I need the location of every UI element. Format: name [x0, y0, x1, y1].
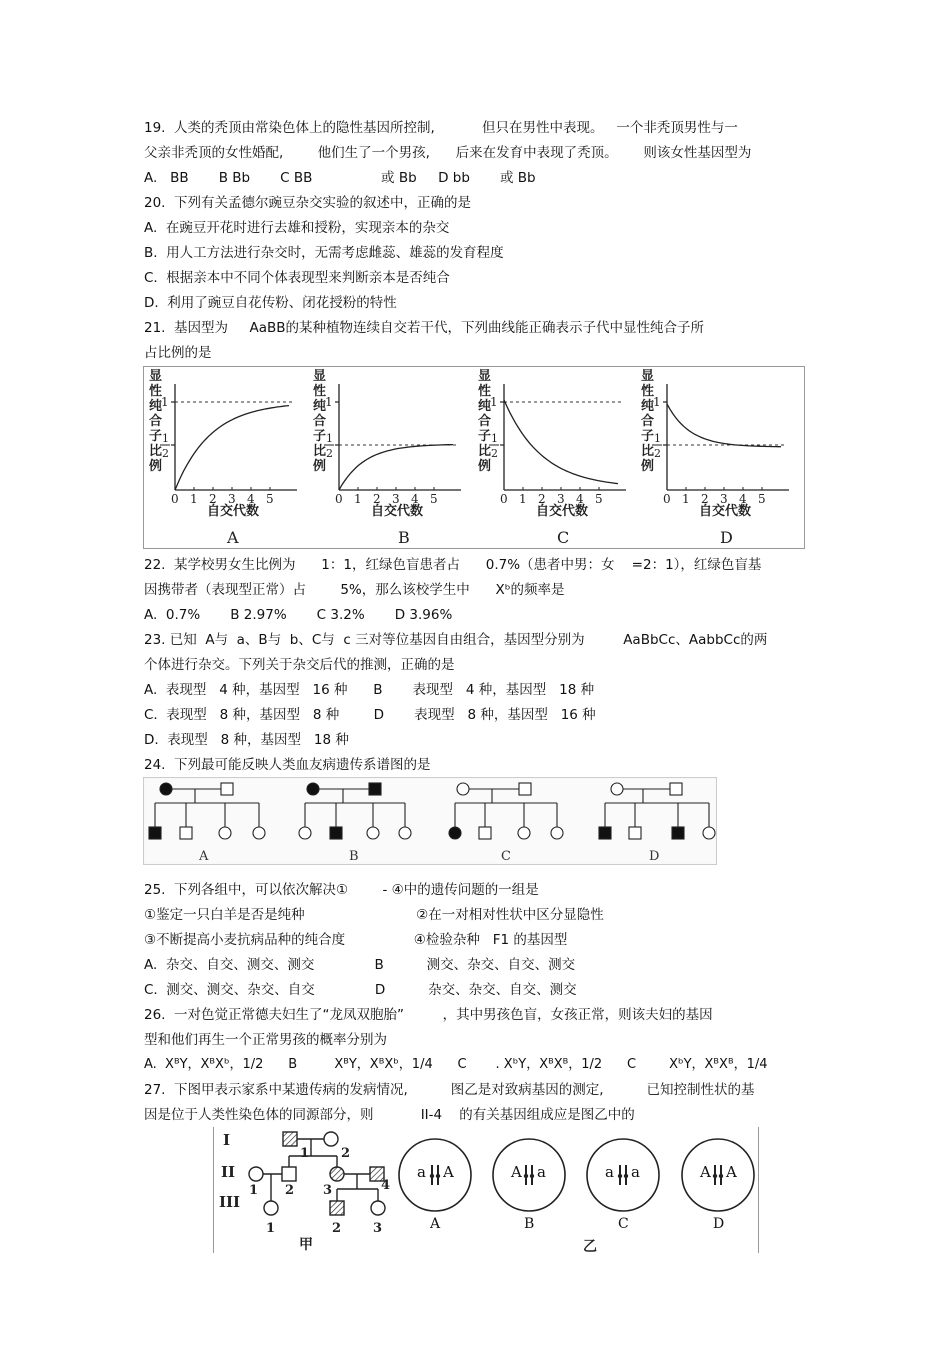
x-tick-label: 4: [247, 492, 255, 506]
affected-male: [149, 827, 161, 839]
normal-male: [670, 783, 682, 795]
y-label-char: 性: [641, 384, 655, 399]
q27-stem-line1: 27. 下图甲表示家系中某遗传病的发病情况, 图乙是对致病基因的测定, 已知控制性状的基: [144, 1082, 755, 1098]
ii-2-normal-male: [282, 1167, 296, 1181]
gen-label-i: I: [223, 1131, 231, 1149]
ii-3-affected-female: [330, 1167, 344, 1181]
y-label-char: 子: [313, 429, 327, 444]
y-label-char: 例: [641, 459, 655, 474]
normal-male: [629, 827, 641, 839]
y-label-char: 性: [478, 384, 492, 399]
x-axis-label: 自交代数: [371, 504, 424, 519]
q22-stem-line1: 22. 某学校男女生比例为 1：1，红绿色盲患者占 0.7%（患者中男：女 =2：1），红绿色盲基: [144, 557, 762, 573]
yi-label: 乙: [583, 1239, 597, 1253]
y-label-char: 纯: [313, 399, 327, 414]
y-tick-half-num: 1: [326, 432, 333, 445]
allele-right: a: [537, 1163, 546, 1181]
y-label-char: 比: [641, 444, 655, 459]
y-label-char: 纯: [478, 399, 492, 414]
y-label-char: 比: [313, 444, 327, 459]
cell-c: [587, 1139, 659, 1232]
i-2-normal-female: [324, 1132, 338, 1146]
iii-2-affected-male: [330, 1201, 344, 1215]
x-tick-label: 1: [190, 492, 198, 506]
y-tick-half-num: 1: [162, 432, 169, 445]
y-tick-half-den: 2: [326, 447, 333, 460]
y-label-char: 例: [313, 459, 327, 474]
allele-right: a: [631, 1163, 640, 1181]
option-letter: C: [557, 528, 570, 547]
q19-stem-line1: 19. 人类的秃顶由常染色体上的隐性基因所控制, 但只在男性中表现。 一个非秃顶男性与一: [144, 120, 738, 136]
pedigree-b-label: B: [349, 849, 359, 864]
affected-female: [449, 827, 461, 839]
y-label-char: 合: [149, 414, 163, 429]
pedigree-a-label: A: [199, 849, 209, 864]
normal-female: [703, 827, 715, 839]
q20-option-c: C. 根据亲本中不同个体表现型来判断亲本是否纯合: [144, 270, 450, 286]
y-label-char: 合: [641, 414, 655, 429]
iii-2-num: 2: [332, 1221, 342, 1236]
x-tick-label: 0: [171, 492, 179, 506]
q25-stem: 25. 下列各组中，可以依次解决① - ④中的遗传问题的一组是: [144, 882, 539, 898]
ii-2-num: 2: [285, 1183, 295, 1198]
allele-left: a: [605, 1163, 614, 1181]
q26-stem-line2: 型和他们再生一个正常男孩的概率分别为: [144, 1032, 387, 1048]
cell-a: [399, 1139, 471, 1232]
x-tick-label: 5: [758, 492, 766, 506]
q23-option-d2: D. 表现型 8 种，基因型 18 种: [144, 732, 349, 748]
q23-stem-line1: 23. 已知 A与 a、B与 b、C与 c 三对等位基因自由组合，基因型分别为 AaBbCc、AabbCc的两: [144, 632, 768, 648]
y-label-char: 纯: [641, 399, 655, 414]
q25-options-ab: A. 杂交、自交、测交、测交 B 测交、杂交、自交、测交: [144, 957, 576, 973]
x-tick-label: 3: [557, 492, 565, 506]
y-label-char: 显: [478, 369, 492, 384]
y-label-char: 比: [478, 444, 492, 459]
q22-options: A. 0.7% B 2.97% C 3.2% D 3.96%: [144, 607, 453, 623]
q27-figure: [213, 1127, 759, 1253]
q24-stem: 24. 下列最可能反映人类血友病遗传系谱图的是: [144, 757, 431, 773]
x-tick-label: 2: [373, 492, 381, 506]
x-axis-label: 自交代数: [536, 504, 589, 519]
allele-right: A: [726, 1163, 737, 1181]
q20-option-b: B. 用人工方法进行杂交时，无需考虑雌蕊、雄蕊的发育程度: [144, 245, 504, 261]
x-tick-label: 1: [682, 492, 690, 506]
q20-option-a: A. 在豌豆开花时进行去雄和授粉，实现亲本的杂交: [144, 220, 450, 236]
q21-figure: [143, 366, 805, 549]
q26-options: A. XᴮY，XᴮXᵇ，1/2 B XᴮY，XᴮXᵇ，1/4 C . XᵇY，XᴮXᴮ，1/2 C XᵇY，XᴮXᴮ，1/4: [144, 1057, 768, 1072]
affected-male: [672, 827, 684, 839]
allele-left: a: [417, 1163, 426, 1181]
y-tick-one: 1: [490, 395, 498, 409]
q20-option-d: D. 利用了豌豆自花传粉、闭花授粉的特性: [144, 295, 397, 311]
x-tick-label: 2: [701, 492, 709, 506]
ii-4-num: 4: [381, 1178, 391, 1193]
normal-female: [551, 827, 563, 839]
iii-3-normal-female: [371, 1201, 385, 1215]
x-tick-label: 0: [663, 492, 671, 506]
y-label-char: 显: [641, 369, 655, 384]
x-axis-label: 自交代数: [699, 504, 752, 519]
affected-female: [307, 783, 319, 795]
x-tick-label: 2: [538, 492, 546, 506]
y-label-char: 性: [313, 384, 327, 399]
i-1-num: 1: [300, 1146, 310, 1161]
y-label-char: 例: [478, 459, 492, 474]
y-tick-half-num: 1: [654, 432, 661, 445]
cell-d: [682, 1139, 754, 1232]
normal-male: [519, 783, 531, 795]
x-tick-label: 5: [595, 492, 603, 506]
y-tick-one: 1: [653, 395, 661, 409]
y-label-char: 合: [478, 414, 492, 429]
x-tick-label: 5: [430, 492, 438, 506]
x-tick-label: 3: [720, 492, 728, 506]
q21-stem-line2: 占比例的是: [144, 345, 212, 361]
q23-options-cd: C. 表现型 8 种，基因型 8 种 D 表现型 8 种，基因型 16 种: [144, 707, 596, 723]
q19-stem-line2: 父亲非秃顶的女性婚配, 他们生了一个男孩, 后来在发育中表现了秃顶。 则该女性基因型为: [144, 145, 752, 161]
q23-stem-line2: 个体进行杂交。下列关于杂交后代的推测，正确的是: [144, 657, 455, 673]
ii-3-num: 3: [323, 1183, 333, 1198]
y-label-char: 比: [149, 444, 163, 459]
allele-right: A: [443, 1163, 454, 1181]
y-label-char: 性: [149, 384, 163, 399]
affected-male: [369, 783, 381, 795]
x-tick-label: 3: [228, 492, 236, 506]
y-tick-half-num: 1: [491, 432, 498, 445]
iii-1-num: 1: [266, 1221, 276, 1236]
cell-letter: C: [618, 1216, 629, 1232]
gen-label-iii: III: [219, 1193, 241, 1211]
x-axis-label: 自交代数: [207, 504, 260, 519]
normal-female: [518, 827, 530, 839]
q25-items-34: ③不断提高小麦抗病品种的纯合度 ④检验杂种 F1 的基因型: [144, 932, 568, 948]
x-tick-label: 1: [354, 492, 362, 506]
q21-stem-line1: 21. 基因型为 AaBB的某种植物连续自交若干代，下列曲线能正确表示子代中显性纯合子所: [144, 320, 705, 336]
i-1-affected-male: [283, 1132, 297, 1146]
y-label-char: 子: [641, 429, 655, 444]
i-2-num: 2: [341, 1146, 351, 1161]
affected-female: [160, 783, 172, 795]
y-tick-half-den: 2: [162, 447, 169, 460]
y-label-char: 显: [149, 369, 163, 384]
allele-left: A: [700, 1163, 711, 1181]
x-tick-label: 0: [335, 492, 343, 506]
cells-yi: [399, 1139, 754, 1232]
y-tick-one: 1: [161, 395, 169, 409]
q26-stem-line1: 26. 一对色觉正常德夫妇生了“龙凤双胞胎” ，其中男孩色盲，女孩正常，则该夫妇的基因: [144, 1007, 713, 1023]
affected-male: [330, 827, 342, 839]
affected-male: [599, 827, 611, 839]
normal-female: [367, 827, 379, 839]
y-label-char: 合: [313, 414, 327, 429]
x-tick-label: 5: [266, 492, 274, 506]
y-tick-one: 1: [325, 395, 333, 409]
q24-figure: [143, 777, 717, 865]
x-tick-label: 4: [576, 492, 584, 506]
y-label-char: 显: [313, 369, 327, 384]
x-tick-label: 3: [392, 492, 400, 506]
pedigree-jia: [219, 1131, 390, 1253]
option-letter: B: [398, 528, 410, 547]
y-label-char: 子: [478, 429, 492, 444]
q20-stem: 20. 下列有关孟德尔豌豆杂交实验的叙述中，正确的是: [144, 195, 472, 211]
q22-stem-line2: 因携带者（表现型正常）占 5%，那么该校学生中 Xᵇ的频率是: [144, 582, 565, 598]
q25-options-cd: C. 测交、测交、杂交、自交 D 杂交、杂交、自交、测交: [144, 982, 577, 998]
x-tick-label: 0: [500, 492, 508, 506]
cell-b: [493, 1139, 565, 1232]
x-tick-label: 2: [209, 492, 217, 506]
iii-3-num: 3: [373, 1221, 383, 1236]
normal-female: [457, 783, 469, 795]
normal-male: [180, 827, 192, 839]
y-label-char: 纯: [149, 399, 163, 414]
normal-male: [221, 783, 233, 795]
y-tick-half-den: 2: [491, 447, 498, 460]
ii-1-num: 1: [249, 1183, 259, 1198]
y-label-char: 例: [149, 459, 163, 474]
normal-female: [399, 827, 411, 839]
pedigree-d-label: D: [649, 849, 660, 864]
x-tick-label: 1: [519, 492, 527, 506]
normal-male: [479, 827, 491, 839]
pedigree-c-label: C: [501, 849, 511, 864]
y-label-char: 子: [149, 429, 163, 444]
iii-1-normal-female: [264, 1201, 278, 1215]
cell-letter: A: [430, 1216, 441, 1232]
normal-female: [219, 827, 231, 839]
q25-items-12: ①鉴定一只白羊是否是纯种 ②在一对相对性状中区分显隐性: [144, 907, 604, 923]
normal-female: [299, 827, 311, 839]
q27-stem-line2: 因是位于人类性染色体的同源部分，则 II-4 的有关基因组成应是图乙中的: [144, 1107, 635, 1123]
ii-1-normal-female: [249, 1167, 263, 1181]
option-letter: A: [227, 528, 239, 547]
cell-letter: B: [524, 1216, 535, 1232]
normal-female: [253, 827, 265, 839]
x-tick-label: 4: [739, 492, 747, 506]
option-letter: D: [720, 528, 733, 547]
jia-label: 甲: [299, 1237, 313, 1253]
x-tick-label: 4: [411, 492, 419, 506]
allele-left: A: [511, 1163, 522, 1181]
q19-options: A. BB B Bb C BB 或 Bb D bb 或 Bb: [144, 170, 536, 186]
y-tick-half-den: 2: [654, 447, 661, 460]
normal-female: [611, 783, 623, 795]
q23-options-ab: A. 表现型 4 种，基因型 16 种 B 表现型 4 种，基因型 18 种: [144, 682, 595, 698]
cell-letter: D: [713, 1216, 725, 1232]
gen-label-ii: II: [221, 1163, 236, 1181]
